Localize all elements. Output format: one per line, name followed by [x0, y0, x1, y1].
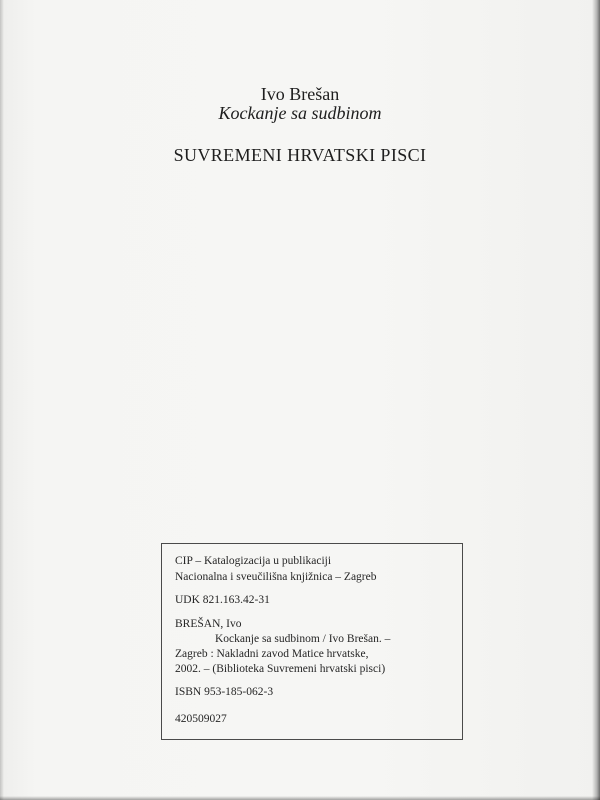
book-series: SUVREMENI HRVATSKI PISCI: [173, 145, 427, 165]
cip-isbn: ISBN 953-185-062-3: [175, 686, 274, 698]
cip-description-line: Kockanje sa sudbinom / Ivo Brešan. –: [215, 633, 391, 645]
cip-author-heading: BREŠAN, Ivo: [175, 618, 242, 630]
cip-udk: UDK 821.163.42-31: [175, 594, 270, 606]
scan-shadow-left: [0, 0, 4, 800]
cip-library-line: Nacionalna i sveučilišna knjižnica – Zagreb: [175, 571, 377, 583]
cip-description-line: 2002. – (Biblioteka Suvremeni hrvatski pisci): [175, 663, 386, 675]
cip-record-number: 420509027: [175, 713, 227, 725]
book-author: Ivo Brešan: [260, 84, 340, 104]
cip-header-line: CIP – Katalogizacija u publikaciji: [175, 555, 332, 567]
bleed-through-shadow: [0, 248, 600, 299]
bleed-through-shadow: [0, 300, 600, 351]
scan-shadow-bottom: [0, 796, 600, 800]
scan-shadow-right: [592, 0, 600, 800]
book-title: Kockanje sa sudbinom: [218, 103, 382, 123]
cip-record-box: [161, 543, 463, 740]
cip-description-line: Zagreb : Nakladni zavod Matice hrvatske,: [175, 648, 369, 660]
